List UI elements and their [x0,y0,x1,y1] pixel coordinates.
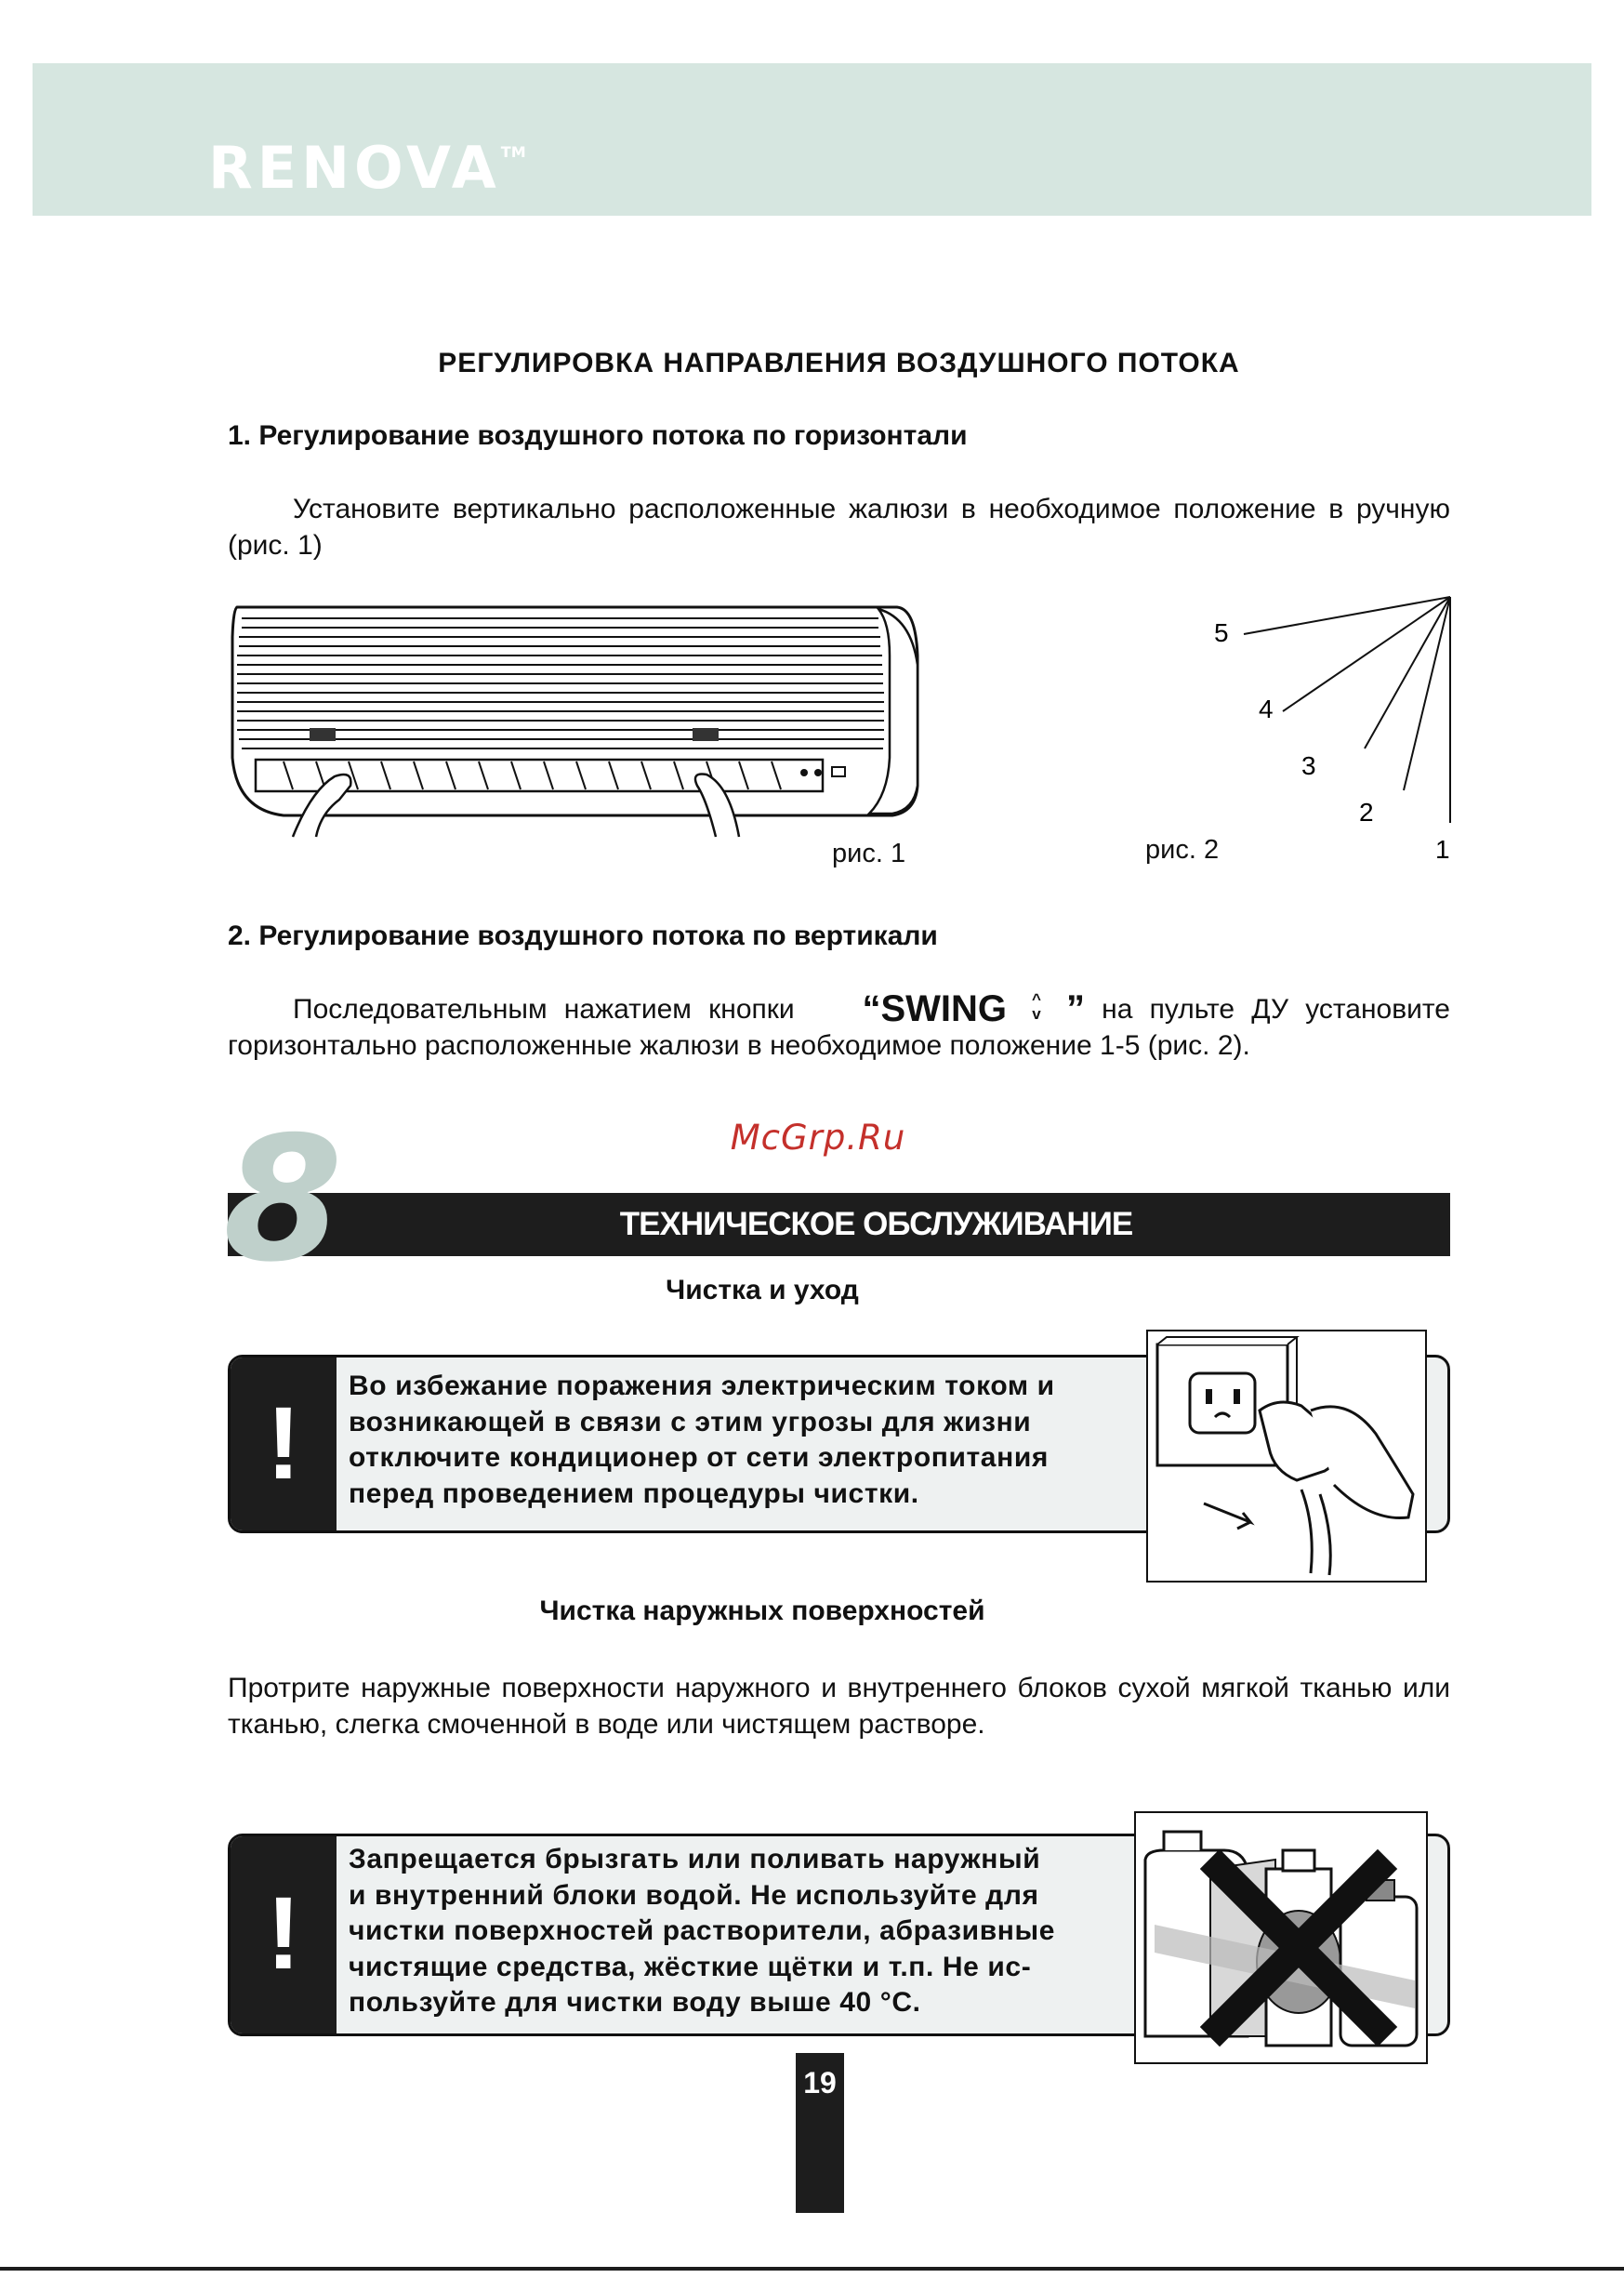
exclamation-icon: ! [266,1876,301,1991]
position-label-1: 1 [1435,835,1450,864]
external-cleaning-text: Протрите наружные поверхности наружного и внутреннего блоков сухой мягкой тканью или тканью, слегка смоченной в воде или чистящем растворе. [228,1673,1450,1740]
position-label-3: 3 [1301,751,1316,780]
brand-logo: RENOVA™ [208,134,526,202]
position-label-2: 2 [1359,798,1374,827]
watermark: McGrp.Ru [730,1118,906,1158]
warning-text-electric: Во избежание поражения электрическим током и возникающей в связи с этим угрозы для жизни отключите кондиционер от сети электропитания перед проведением процедуры чистки. [349,1371,1055,1509]
section-title: РЕГУЛИРОВКА НАПРАВЛЕНИЯ ВОЗДУШНОГО ПОТОКА [438,348,1240,378]
no-chemicals-icon [1134,1811,1428,2064]
warning-text-water: Запрещается брызгать или поливать наружный и внутренний блоки водой. Не используйте для чистки поверхностей растворители, абразивные чистящие средства, жёсткие щётки и т.п. Не ис- пользуйте для чистки воду выше 40 °С. [349,1844,1055,2018]
position-label-5: 5 [1214,618,1229,647]
trademark: TM [500,143,526,161]
horizontal-instructions: Установите вертикально расположенные жалюзи в необходимое положение в ручную (рис. 1) [228,494,1450,561]
indoor-unit-illustration [228,600,925,841]
chapter-title: ТЕХНИЧЕСКОЕ ОБСЛУЖИВАНИЕ [619,1206,1133,1242]
exclamation-icon: ! [266,1386,301,1501]
vertical-instructions: Последовательным нажатием кнопки “SWING ^ v ” на пульте ДУ установите горизонтально расположенные жалюзи в необходимое положение 1-5 (рис. 2). [228,988,1450,1061]
swing-arrows-icon: ^ v [1032,990,1041,1024]
chapter-number: 8 [223,1099,343,1300]
airflow-direction-icon [1162,586,1469,869]
cleaning-subtitle: Чистка и уход [666,1275,859,1305]
position-label-4: 4 [1259,695,1274,723]
figure-2-caption: рис. 2 [1145,835,1220,865]
page-number: 19 [803,2066,837,2099]
subsection-vertical-title: 2. Регулирование воздушного потока по вертикали [228,920,938,951]
subsection-horizontal-title: 1. Регулирование воздушного потока по горизонтали [228,420,968,451]
power-plug-icon [1146,1330,1427,1583]
bottom-rule [0,2267,1624,2271]
swing-button-label: “SWING ^ v ” [862,988,1085,1029]
figure-1-caption: рис. 1 [832,839,906,868]
external-cleaning-subtitle: Чистка наружных поверхностей [539,1596,985,1626]
